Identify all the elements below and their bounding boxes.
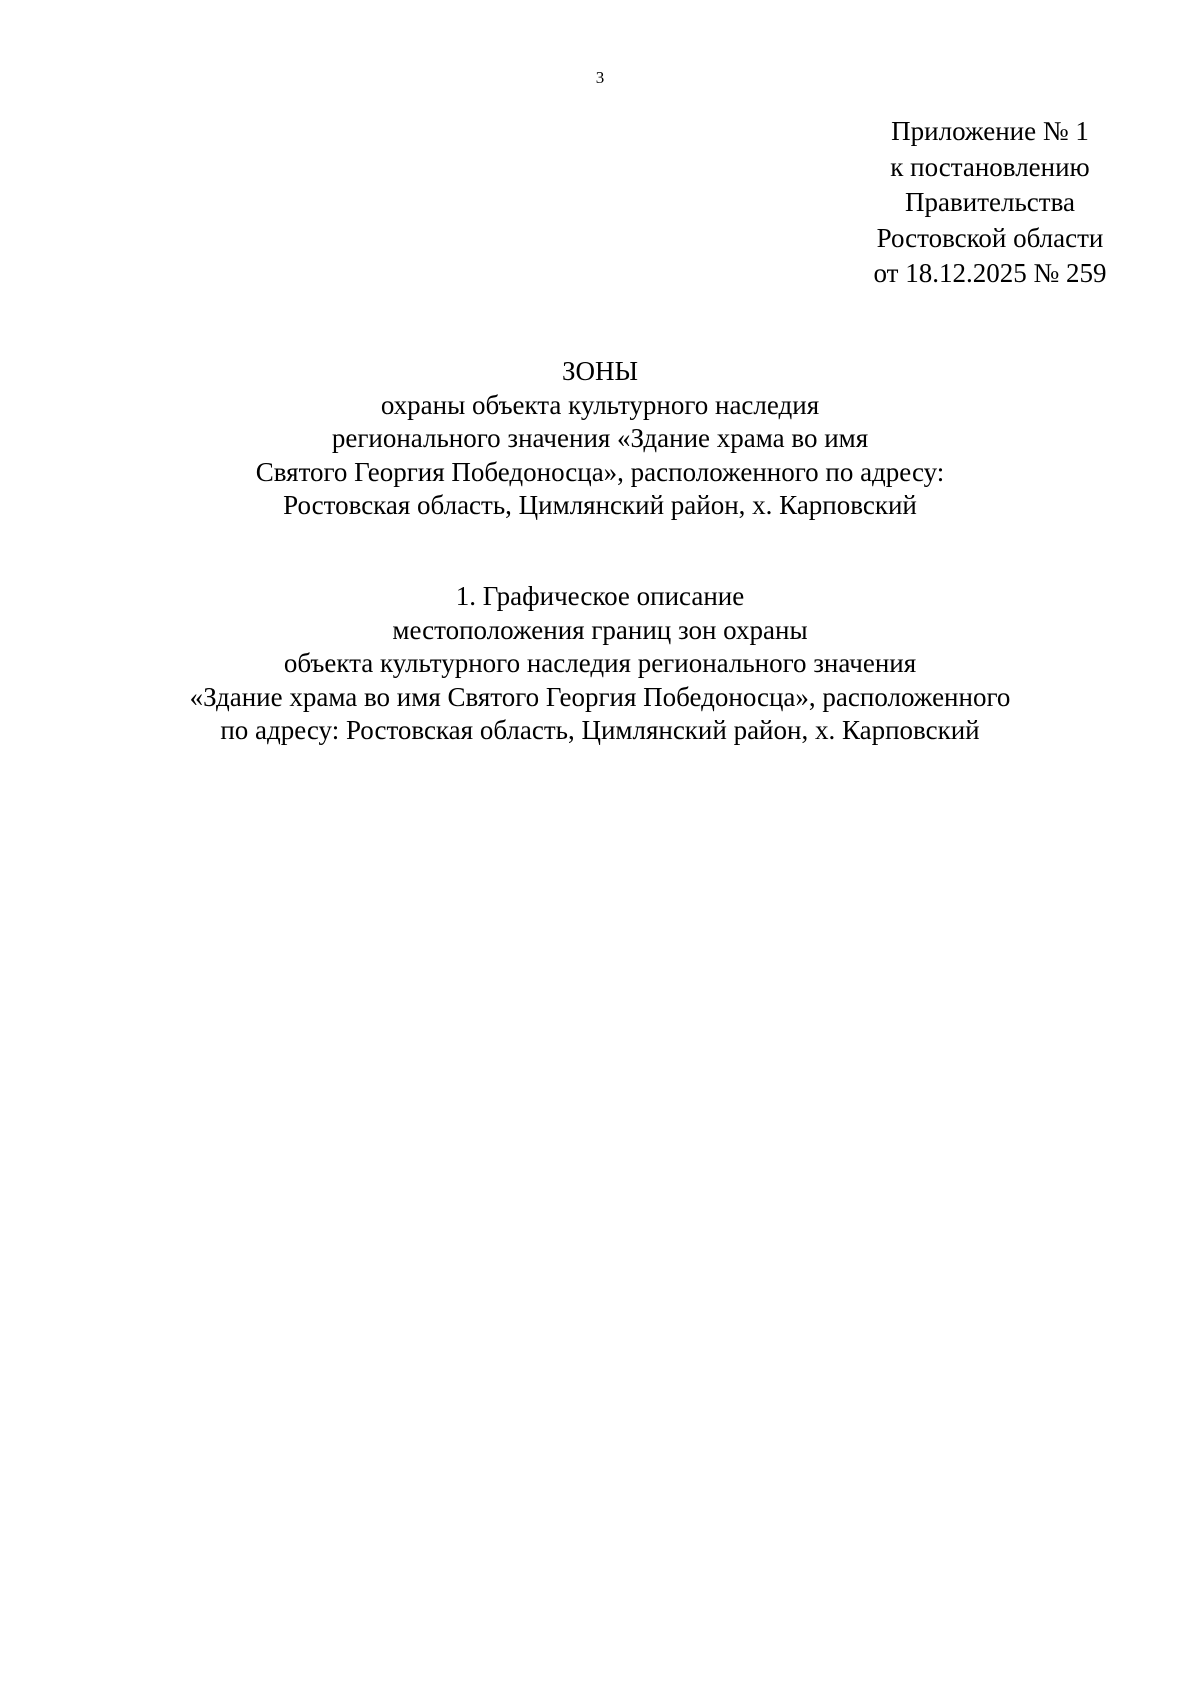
approval-line: Правительства (905, 187, 1075, 217)
title-line: регионального значения «Здание храма во имя (331, 423, 869, 453)
section-line: по адресу: Ростовская область, Цимлянский район, х. Карповский (220, 715, 980, 745)
approval-line: Приложение № 1 (891, 116, 1089, 146)
approval-line: Ростовской области (876, 222, 1104, 253)
section-line: местоположения границ зон охраны (392, 614, 808, 645)
section-line: объекта культурного наследия регионального значения (283, 648, 917, 678)
document-title (0, 355, 1200, 523)
section-heading (0, 580, 1200, 748)
title-heading: ЗОНЫ (561, 356, 639, 386)
title-line: Святого Георгия Победоносца», расположенного по адресу: (255, 456, 945, 487)
approval-line: к постановлению (890, 151, 1090, 182)
title-line: Ростовская область, Цимлянский район, х. Карповский (283, 490, 917, 520)
section-line: 1. Графическое описание (455, 581, 745, 611)
approval-block (840, 114, 1140, 292)
page-number: 3 (595, 68, 605, 87)
approval-date-line: от 18.12.2025 № 259 (873, 258, 1107, 288)
title-line: охраны объекта культурного наследия (380, 389, 820, 420)
section-line: «Здание храма во имя Святого Георгия Победоносца», расположенного (189, 681, 1011, 712)
